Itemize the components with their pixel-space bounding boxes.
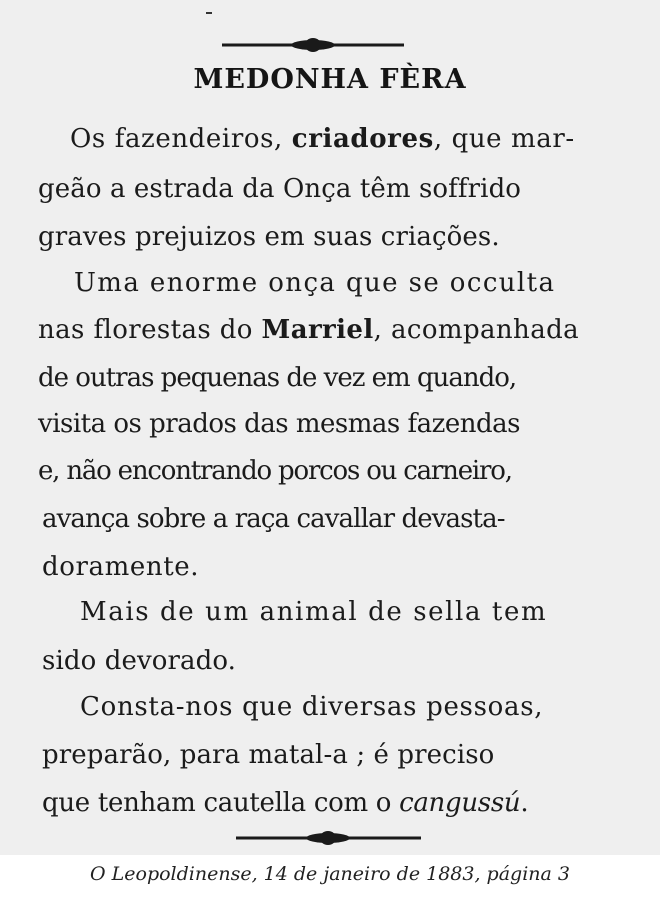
text-line: geão a estrada da Onça têm soffrido [38,174,522,204]
text-line: Consta-nos que diversas pessoas, [80,692,544,722]
text-line: doramente. [42,552,200,582]
print-mark [206,12,212,14]
text-line: preparão, para matal-a ; é preciso [42,740,495,770]
bottom-ornament-rule [0,826,660,850]
text-line: visita os prados das mesmas fazendas [38,409,520,439]
text-line: e, não encontrando porcos ou carneiro, [38,456,512,486]
article-headline: MEDONHA FÈRA [193,64,467,95]
text-line: Mais de um animal de sella tem [80,597,548,627]
text-line: sido devorado. [42,646,237,676]
text-line: nas florestas do Marriel, acompanhada [38,315,580,345]
text-line: graves prejuizos em suas criações. [38,222,500,252]
text-line: avança sobre a raça cavallar devasta- [42,504,505,534]
top-ornament-rule [0,33,660,57]
text-line: Os fazendeiros, criadores, que mar- [70,124,575,154]
text-line: de outras pequenas de vez em quando, [38,363,517,393]
text-line: que tenham cautella com o cangussú. [42,788,529,818]
text-line: Uma enorme onça que se occulta [74,268,556,298]
source-caption: O Leopoldinense, 14 de janeiro de 1883, página 3 [90,863,570,885]
